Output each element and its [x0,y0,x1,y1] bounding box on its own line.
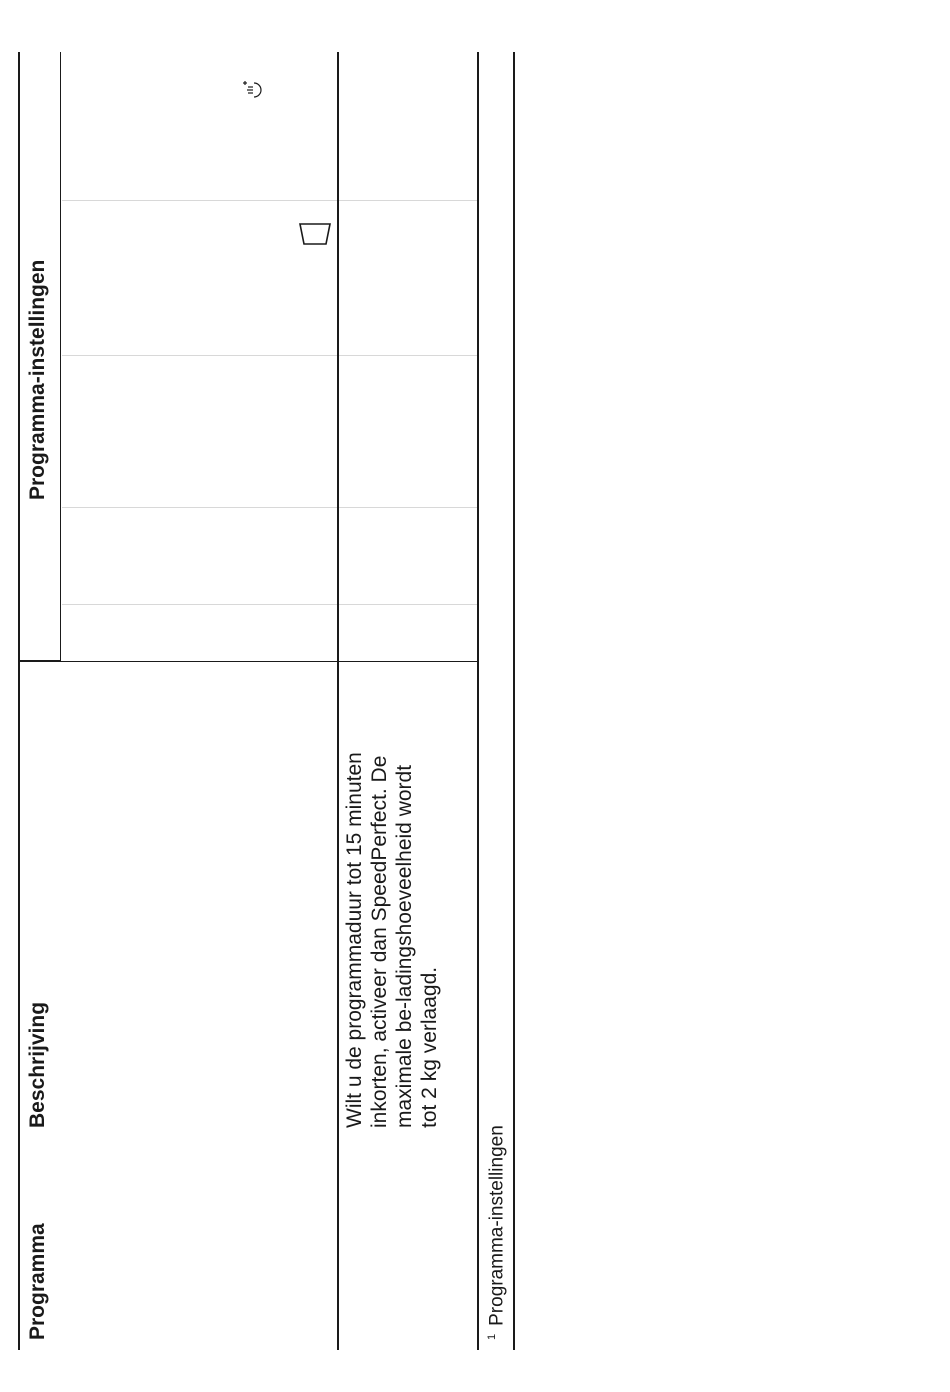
table-border-right [513,52,515,1350]
grid-line [62,355,337,356]
table-border-left [18,52,20,1350]
grid-line [62,604,337,605]
drum-icon [296,220,334,248]
row-description: Wilt u de programmaduur tot 15 minuten inkorten, activeer dan SpeedPerfect. De maximale be-ladingshoeveelheid wordt tot 2 kg verlaagd. [343,752,441,1128]
grid-line [339,355,477,356]
header-programma-instellingen: Programma-instellingen [26,259,49,500]
footnote [486,1125,508,1340]
footnote-text: Programma-instellingen [486,1125,508,1326]
header-beschrijving: Beschrijving [26,1001,49,1128]
header-programma: Programma [26,1223,49,1340]
speedperfect-icon [240,78,264,102]
grid-line [339,507,477,508]
header-bottom-rule [18,661,478,662]
grid-line [62,507,337,508]
row-bottom-rule [477,52,479,1350]
header-separator-lower [60,52,61,662]
grid-line [339,200,477,201]
column-divider [337,52,339,1350]
grid-line [339,604,477,605]
grid-line [62,200,337,201]
footnote-marker: 1 [486,1333,498,1340]
